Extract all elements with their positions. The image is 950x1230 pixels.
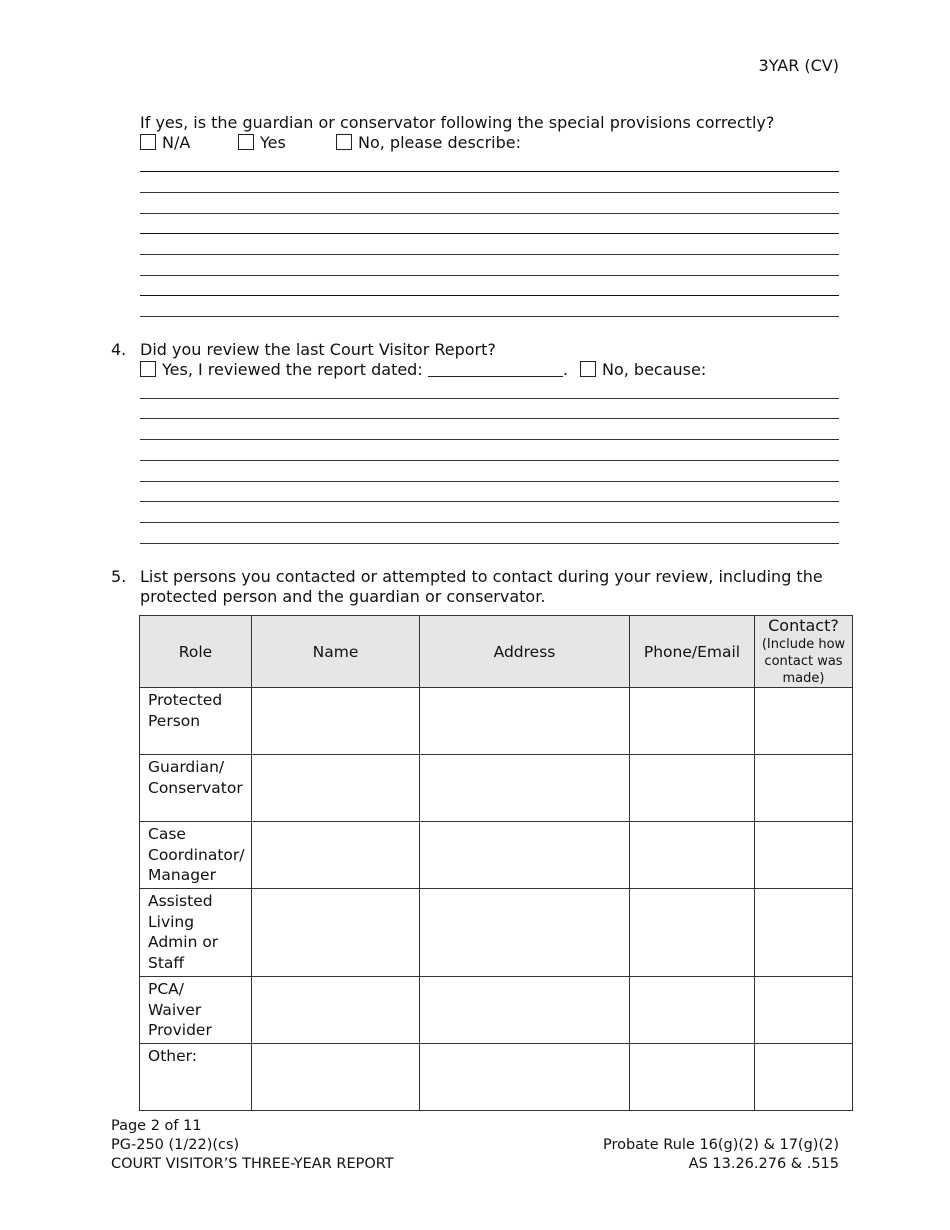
- option-no-because-label: No, because:: [602, 360, 707, 379]
- form-title: COURT VISITOR’S THREE-YEAR REPORT: [111, 1156, 394, 1172]
- phone-email-cell[interactable]: [630, 688, 755, 755]
- option-no-describe[interactable]: [336, 133, 521, 153]
- answer-line[interactable]: [140, 171, 839, 172]
- role-label: Admin or: [148, 933, 219, 951]
- rule-reference: Probate Rule 16(g)(2) & 17(g)(2): [602, 1137, 839, 1153]
- answer-line[interactable]: [140, 398, 839, 399]
- name-cell[interactable]: [252, 889, 420, 977]
- checkbox-yes-reviewed[interactable]: [140, 361, 156, 377]
- answer-line[interactable]: [140, 213, 839, 214]
- table-header-row: [140, 616, 853, 688]
- answer-line[interactable]: [140, 418, 839, 419]
- contact-cell[interactable]: [755, 1044, 853, 1111]
- checkbox-na[interactable]: [140, 134, 156, 150]
- table-row: [140, 977, 853, 1044]
- header-contact-label: Contact?: [768, 616, 839, 635]
- address-cell[interactable]: [420, 977, 630, 1044]
- role-label: Case: [148, 825, 186, 843]
- role-cell: [140, 688, 252, 755]
- role-label: PCA/: [148, 980, 184, 998]
- option-na[interactable]: [140, 133, 190, 153]
- checkbox-no-describe[interactable]: [336, 134, 352, 150]
- option-no-describe-label: No, please describe:: [358, 133, 521, 152]
- role-label: Other:: [148, 1047, 197, 1065]
- contact-cell[interactable]: [755, 688, 853, 755]
- role-label: Living: [148, 912, 195, 931]
- option-na-label: N/A: [162, 133, 191, 152]
- header-contact: [755, 616, 853, 688]
- option-yes[interactable]: [238, 133, 286, 153]
- option-no-because[interactable]: [580, 360, 706, 380]
- role-cell: [140, 755, 252, 822]
- name-cell[interactable]: [252, 755, 420, 822]
- header-contact-note: (Include how: [761, 637, 846, 652]
- header-phone-email: Phone/Email: [630, 616, 755, 688]
- role-label: Coordinator/: [148, 845, 245, 864]
- header-contact-note: made): [782, 671, 825, 686]
- phone-email-cell[interactable]: [630, 977, 755, 1044]
- q4-options: [140, 360, 740, 380]
- form-number: PG-250 (1/22)(cs): [111, 1137, 240, 1153]
- role-label: Person: [148, 711, 201, 730]
- phone-email-cell[interactable]: [630, 889, 755, 977]
- q3-followup-options: [140, 133, 640, 153]
- role-label: Provider: [148, 1021, 212, 1039]
- table-row: [140, 688, 853, 755]
- q5-question-line2: protected person and the guardian or conservator.: [140, 587, 546, 606]
- role-label: Manager: [148, 866, 216, 884]
- role-cell: [140, 977, 252, 1044]
- report-date-field[interactable]: [428, 362, 563, 377]
- q5-number: 5.: [111, 567, 127, 586]
- contact-cell[interactable]: [755, 889, 853, 977]
- name-cell[interactable]: [252, 822, 420, 889]
- answer-line[interactable]: [140, 481, 839, 482]
- contact-cell[interactable]: [755, 977, 853, 1044]
- address-cell[interactable]: [420, 688, 630, 755]
- option-yes-label: Yes: [260, 133, 286, 152]
- answer-line[interactable]: [140, 316, 839, 317]
- role-label: Conservator: [148, 778, 243, 797]
- role-label: Staff: [148, 953, 185, 972]
- answer-line[interactable]: [140, 295, 839, 296]
- checkbox-yes[interactable]: [238, 134, 254, 150]
- answer-line[interactable]: [140, 439, 839, 440]
- answer-line[interactable]: [140, 233, 839, 234]
- form-code: 3YAR (CV): [758, 56, 839, 75]
- name-cell[interactable]: [252, 977, 420, 1044]
- table-row: [140, 822, 853, 889]
- q4-question: Did you review the last Court Visitor Report?: [140, 340, 496, 359]
- header-address: Address: [420, 616, 630, 688]
- answer-line[interactable]: [140, 543, 839, 544]
- phone-email-cell[interactable]: [630, 1044, 755, 1111]
- address-cell[interactable]: [420, 1044, 630, 1111]
- q5-question-line1: List persons you contacted or attempted to contact during your review, including the: [140, 567, 823, 586]
- phone-email-cell[interactable]: [630, 755, 755, 822]
- q3-followup-question: If yes, is the guardian or conservator following the special provisions correctly?: [140, 113, 775, 132]
- name-cell[interactable]: [252, 688, 420, 755]
- table-row: [140, 755, 853, 822]
- role-label: Guardian/: [148, 758, 225, 776]
- role-cell: [140, 889, 252, 977]
- statute-reference: AS 13.26.276 & .515: [688, 1156, 839, 1172]
- answer-line[interactable]: [140, 501, 839, 502]
- answer-line[interactable]: [140, 275, 839, 276]
- role-label: Assisted: [148, 892, 213, 910]
- q4-number: 4.: [111, 340, 127, 359]
- address-cell[interactable]: [420, 755, 630, 822]
- address-cell[interactable]: [420, 889, 630, 977]
- header-name: Name: [252, 616, 420, 688]
- period: .: [562, 360, 568, 379]
- contact-cell[interactable]: [755, 755, 853, 822]
- option-yes-reviewed-label: Yes, I reviewed the report dated:: [162, 360, 423, 379]
- phone-email-cell[interactable]: [630, 822, 755, 889]
- answer-line[interactable]: [140, 522, 839, 523]
- table-row: [140, 1044, 853, 1111]
- header-contact-note: contact was: [764, 654, 843, 669]
- role-label: Waiver: [148, 1000, 202, 1019]
- name-cell[interactable]: [252, 1044, 420, 1111]
- answer-line[interactable]: [140, 254, 839, 255]
- role-cell: [140, 1044, 252, 1111]
- option-yes-reviewed[interactable]: [140, 360, 568, 380]
- answer-line[interactable]: [140, 460, 839, 461]
- address-cell[interactable]: [420, 822, 630, 889]
- table-row: [140, 889, 853, 977]
- checkbox-no-because[interactable]: [580, 361, 596, 377]
- page-number: Page 2 of 11: [111, 1118, 202, 1134]
- role-label: Protected: [148, 691, 223, 709]
- role-cell: [140, 822, 252, 889]
- header-role: Role: [140, 616, 252, 688]
- contact-cell[interactable]: [755, 822, 853, 889]
- answer-line[interactable]: [140, 192, 839, 193]
- contacts-table: [139, 615, 853, 1111]
